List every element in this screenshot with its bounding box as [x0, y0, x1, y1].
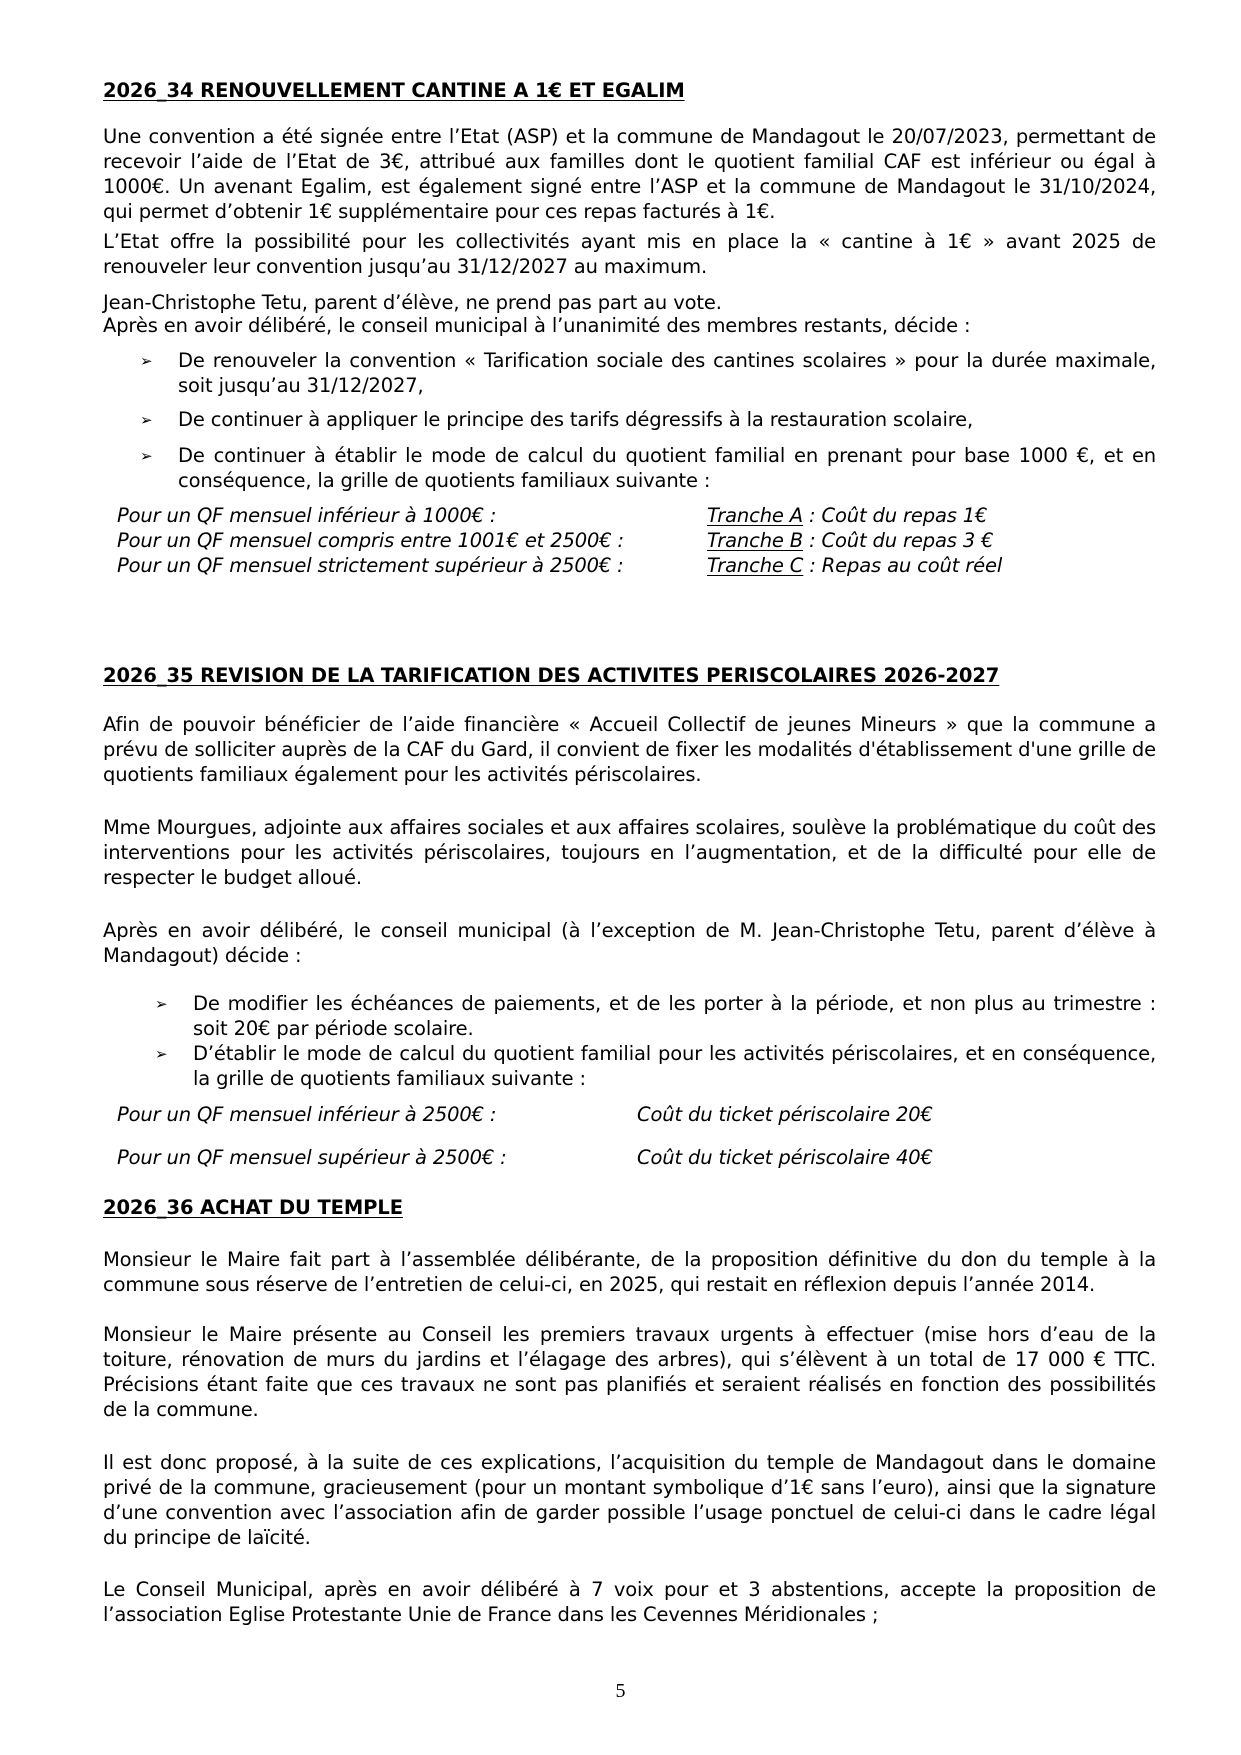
qf-condition: Pour un QF mensuel inférieur à 1000€ :: [117, 504, 497, 527]
bullet-arrow-icon: ➢: [140, 352, 153, 370]
paragraph: Mme Mourgues, adjointe aux affaires sociales et aux affaires scolaires, soulève la problématique du coût des interventions pour les activités périscolaires, toujours en l’augmentation, et de la difficulté pour elle de respecter le budget alloué.: [103, 816, 1156, 889]
paragraph: Après en avoir délibéré, le conseil municipal à l’unanimité des membres restants, décide :: [103, 314, 971, 337]
section-heading-2026-36: 2026_36 ACHAT DU TEMPLE: [103, 1196, 403, 1219]
bullet-arrow-icon: ➢: [155, 1045, 168, 1063]
qf-result: Coût du ticket périscolaire 20€: [637, 1103, 933, 1126]
tranche-label: Tranche A: [707, 504, 803, 527]
paragraph: Monsieur le Maire présente au Conseil les premiers travaux urgents à effectuer (mise hors d’eau de la toiture, rénovation de murs du jardins et l’élagage des arbres), qui s’élèvent à un total de 17 000 € TTC. Précisions étant faite que ces travaux ne sont pas planifiés et seraient réalisés en fonction des possibilités de la commune.: [103, 1323, 1156, 1421]
paragraph: Afin de pouvoir bénéficier de l’aide financière « Accueil Collectif de jeunes Mineurs » que la commune a prévu de solliciter auprès de la CAF du Gard, il convient de fixer les modalités d'établissement d'une grille de quotients familiaux également pour les activités périscolaires.: [103, 713, 1156, 786]
paragraph: Jean-Christophe Tetu, parent d’élève, ne prend pas part au vote.: [103, 291, 722, 314]
paragraph: Il est donc proposé, à la suite de ces explications, l’acquisition du temple de Mandagout dans le domaine privé de la commune, gracieusement (pour un montant symbolique d’1€ sans l’euro), ainsi que la signature d’une convention avec l’association afin de garder possible l’usage ponctuel de celui-ci dans le cadre légal du principe de laïcité.: [103, 1451, 1156, 1549]
qf-tranche-a: [707, 503, 987, 528]
qf-condition: Pour un QF mensuel inférieur à 2500€ :: [117, 1103, 497, 1126]
bullet-item: De renouveler la convention « Tarification sociale des cantines scolaires » pour la durée maximale, soit jusqu’au 31/12/2027,: [178, 349, 1156, 397]
qf-condition: Pour un QF mensuel strictement supérieur à 2500€ :: [117, 554, 624, 577]
bullet-item: De continuer à appliquer le principe des tarifs dégressifs à la restauration scolaire,: [178, 408, 974, 431]
bullet-item: D’établir le mode de calcul du quotient familial pour les activités périscolaires, et en conséquence, la grille de quotients familiaux suivante :: [193, 1042, 1156, 1090]
qf-tranche-c: [707, 553, 1002, 578]
paragraph: Le Conseil Municipal, après en avoir délibéré à 7 voix pour et 3 abstentions, accepte la proposition de l’association Eglise Protestante Unie de France dans les Cevennes Méridionales ;: [103, 1578, 1156, 1626]
bullet-item: De modifier les échéances de paiements, et de les porter à la période, et non plus au trimestre : soit 20€ par période scolaire.: [193, 992, 1156, 1040]
qf-condition: Pour un QF mensuel supérieur à 2500€ :: [117, 1146, 507, 1169]
qf-condition: Pour un QF mensuel compris entre 1001€ et 2500€ :: [117, 529, 624, 552]
qf-tranche-b: [707, 528, 993, 553]
paragraph: L’Etat offre la possibilité pour les collectivités ayant mis en place la « cantine à 1€ » avant 2025 de renouveler leur convention jusqu’au 31/12/2027 au maximum.: [103, 230, 1156, 278]
paragraph: Monsieur le Maire fait part à l’assemblée délibérante, de la proposition définitive du don du temple à la commune sous réserve de l’entretien de celui-ci, en 2025, qui restait en réflexion depuis l’année 2014.: [103, 1248, 1156, 1296]
paragraph: Une convention a été signée entre l’Etat (ASP) et la commune de Mandagout le 20/07/2023, permettant de recevoir l’aide de l’Etat de 3€, attribué aux familles dont le quotient familial CAF est inférieur ou égal à 1000€. Un avenant Egalim, est également signé entre l’ASP et la commune de Mandagout le 31/10/2024, qui permet d’obtenir 1€ supplémentaire pour ces repas facturés à 1€.: [103, 125, 1156, 223]
bullet-arrow-icon: ➢: [140, 447, 153, 465]
paragraph: Après en avoir délibéré, le conseil municipal (à l’exception de M. Jean-Christophe Tetu, parent d’élève à Mandagout) décide :: [103, 919, 1156, 967]
bullet-arrow-icon: ➢: [140, 411, 153, 429]
section-heading-2026-35: 2026_35 REVISION DE LA TARIFICATION DES ACTIVITES PERISCOLAIRES 2026-2027: [103, 664, 1000, 687]
tranche-result: : Coût du repas 1€: [803, 504, 988, 527]
qf-result: Coût du ticket périscolaire 40€: [637, 1146, 933, 1169]
tranche-result: : Repas au coût réel: [803, 554, 1003, 577]
bullet-item: De continuer à établir le mode de calcul du quotient familial en prenant pour base 1000 €, et en conséquence, la grille de quotients familiaux suivante :: [178, 444, 1156, 492]
section-heading-2026-34: 2026_34 RENOUVELLEMENT CANTINE A 1€ ET EGALIM: [103, 79, 685, 102]
tranche-result: : Coût du repas 3 €: [803, 529, 994, 552]
bullet-arrow-icon: ➢: [155, 995, 168, 1013]
tranche-label: Tranche B: [707, 529, 804, 552]
tranche-label: Tranche C: [707, 554, 804, 577]
page-number: 5: [615, 1680, 626, 1702]
